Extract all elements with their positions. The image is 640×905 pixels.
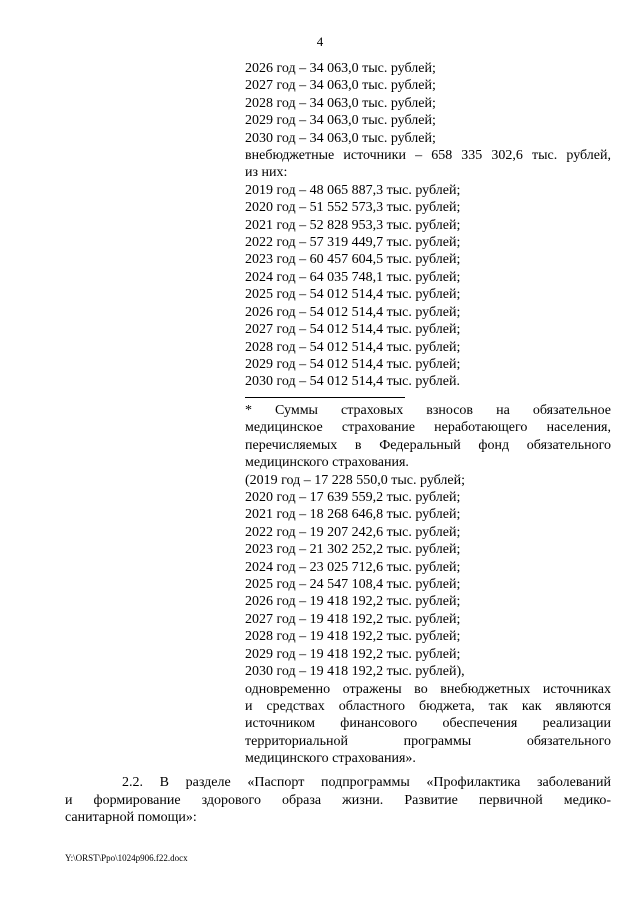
extrabudget-line: 2020 год – 51 552 573,3 тыс. рублей;: [245, 200, 461, 216]
section-continuation: [65, 792, 611, 827]
footnote-line: * Суммы страховых взносов на обязательное: [245, 403, 611, 418]
file-path: Y:\ORST\Ppo\1024p906.f22.docx: [65, 853, 188, 863]
extrabudget-line: 2027 год – 54 012 514,4 тыс. рублей;: [245, 322, 461, 338]
budget-line: 2027 год – 34 063,0 тыс. рублей;: [245, 78, 436, 94]
extrabudget-line: 2019 год – 48 065 887,3 тыс. рублей;: [245, 182, 461, 198]
extrabudget-line: 2021 год – 52 828 953,3 тыс. рублей;: [245, 217, 461, 233]
footnote-line: перечисляемых в Федеральный фонд обязательного: [245, 437, 611, 453]
footnote-year: 2025 год – 24 547 108,4 тыс. рублей;: [245, 577, 461, 593]
section-line: 2.2. В разделе «Паспорт подпрограммы «Профилактика заболеваний: [122, 775, 611, 790]
footnote-year: 2023 год – 21 302 252,2 тыс. рублей;: [245, 542, 461, 558]
extrabudget-line: 2024 год – 64 035 748,1 тыс. рублей;: [245, 269, 461, 285]
footnote-year: 2026 год – 19 418 192,2 тыс. рублей;: [245, 594, 461, 610]
footnote-line: медицинского страхования.: [245, 455, 409, 471]
footnote-year: 2028 год – 19 418 192,2 тыс. рублей;: [245, 629, 461, 645]
section-line: санитарной помощи»:: [65, 810, 197, 826]
footnote-year: 2030 год – 19 418 192,2 тыс. рублей),: [245, 664, 465, 680]
footnote: [245, 402, 611, 768]
extrabudget-line: 2026 год – 54 012 514,4 тыс. рублей;: [245, 304, 461, 320]
footnote-year: 2027 год – 19 418 192,2 тыс. рублей;: [245, 611, 461, 627]
footnote-year: 2024 год – 23 025 712,6 тыс. рублей;: [245, 559, 461, 575]
extrabudget-line: 2029 год – 54 012 514,4 тыс. рублей;: [245, 356, 461, 372]
footnote-year: 2021 год – 18 268 646,8 тыс. рублей;: [245, 507, 461, 523]
budget-line: 2028 год – 34 063,0 тыс. рублей;: [245, 95, 436, 111]
footnote-line: территориальной программы обязательного: [245, 733, 611, 749]
section-line: и формирование здорового образа жизни. Развитие первичной медико-: [65, 793, 611, 808]
footnote-separator: [245, 397, 405, 398]
footnote-line: медицинского страхования».: [245, 751, 416, 767]
section-heading: [122, 774, 611, 791]
footnote-line: источником финансового обеспечения реализации: [245, 716, 611, 732]
footnote-year: 2022 год – 19 207 242,6 тыс. рублей;: [245, 524, 461, 540]
extrabudget-line: 2022 год – 57 319 449,7 тыс. рублей;: [245, 235, 461, 251]
extrabudget-line: 2028 год – 54 012 514,4 тыс. рублей;: [245, 339, 461, 355]
extrabudget-of-which: из них:: [245, 165, 288, 181]
footnote-line: и средствах областного бюджета, так как являются: [245, 698, 611, 714]
budget-line: 2026 год – 34 063,0 тыс. рублей;: [245, 61, 436, 76]
page-number: 4: [316, 34, 324, 49]
footnote-year: 2029 год – 19 418 192,2 тыс. рублей;: [245, 646, 461, 662]
extrabudget-line: 2023 год – 60 457 604,5 тыс. рублей;: [245, 252, 461, 268]
extrabudget-total: внебюджетные источники – 658 335 302,6 тыс. рублей,: [245, 148, 611, 164]
extrabudget-line: 2030 год – 54 012 514,4 тыс. рублей.: [245, 374, 460, 390]
footnote-line: медицинское страхование неработающего населения,: [245, 420, 611, 436]
budget-list: [245, 60, 611, 391]
budget-line: 2030 год – 34 063,0 тыс. рублей;: [245, 130, 436, 146]
extrabudget-line: 2025 год – 54 012 514,4 тыс. рублей;: [245, 287, 461, 303]
footnote-year: 2020 год – 17 639 559,2 тыс. рублей;: [245, 490, 461, 506]
budget-line: 2029 год – 34 063,0 тыс. рублей;: [245, 113, 436, 129]
footnote-line: одновременно отражены во внебюджетных источниках: [245, 681, 611, 697]
footnote-year: (2019 год – 17 228 550,0 тыс. рублей;: [245, 472, 466, 488]
